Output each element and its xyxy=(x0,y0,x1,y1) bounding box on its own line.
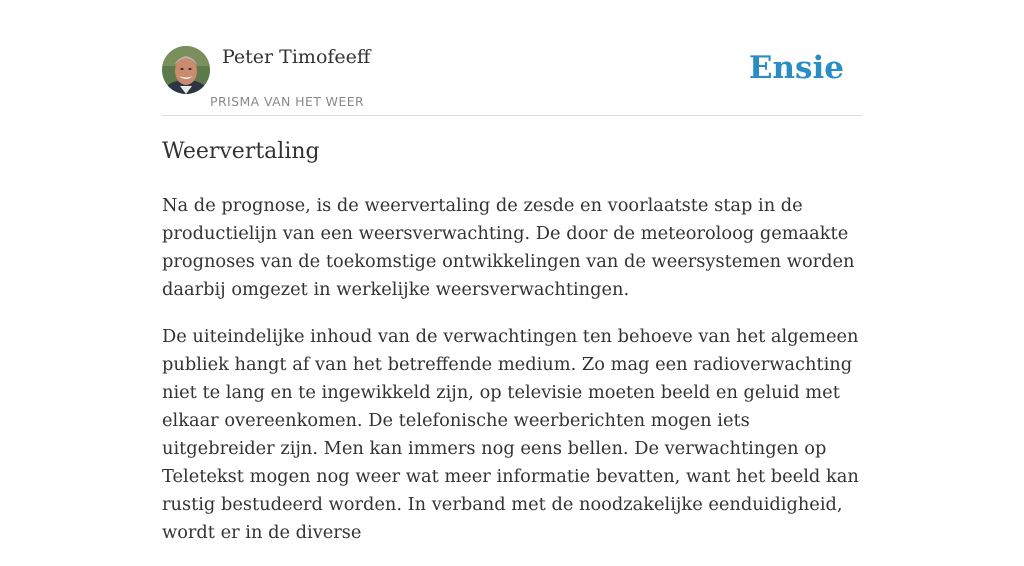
author-avatar[interactable] xyxy=(162,46,210,94)
article-body xyxy=(162,192,866,566)
article-paragraph: Na de prognose, is de weervertaling de zesde en voorlaatste stap in de productielijn van een weersverwachting. De door de meteoroloog gemaakte prognoses van de toekomstige ontwikkelingen van de weersystemen worden daarbij omgezet in werkelijke weersverwachtingen. xyxy=(162,195,855,300)
article-paragraph: De uiteindelijke inhoud van de verwachtingen ten behoeve van het algemeen publiek hangt af van het betreffende medium. Zo mag een radioverwachting niet te lang en te ingewikkeld zijn, op televisie moeten beeld en geluid met elkaar overeenkomen. De telefonische weerberichten mogen iets uitgebreider zijn. Men kan immers nog eens bellen. De verwachtingen op Teletekst mogen nog weer wat meer informatie bevatten, want het beeld kan rustig bestudeerd worden. In verband met de noodzakelijke eenduidigheid, wordt er in de diverse xyxy=(162,326,859,543)
article-title: Weervertaling xyxy=(162,139,320,164)
brand-logo[interactable]: Ensie xyxy=(748,50,844,86)
author-name[interactable]: Peter Timofeeff xyxy=(222,46,371,68)
avatar-portrait-image xyxy=(162,46,210,94)
article-header xyxy=(162,40,862,116)
collection-label[interactable]: PRISMA VAN HET WEER xyxy=(210,94,365,109)
